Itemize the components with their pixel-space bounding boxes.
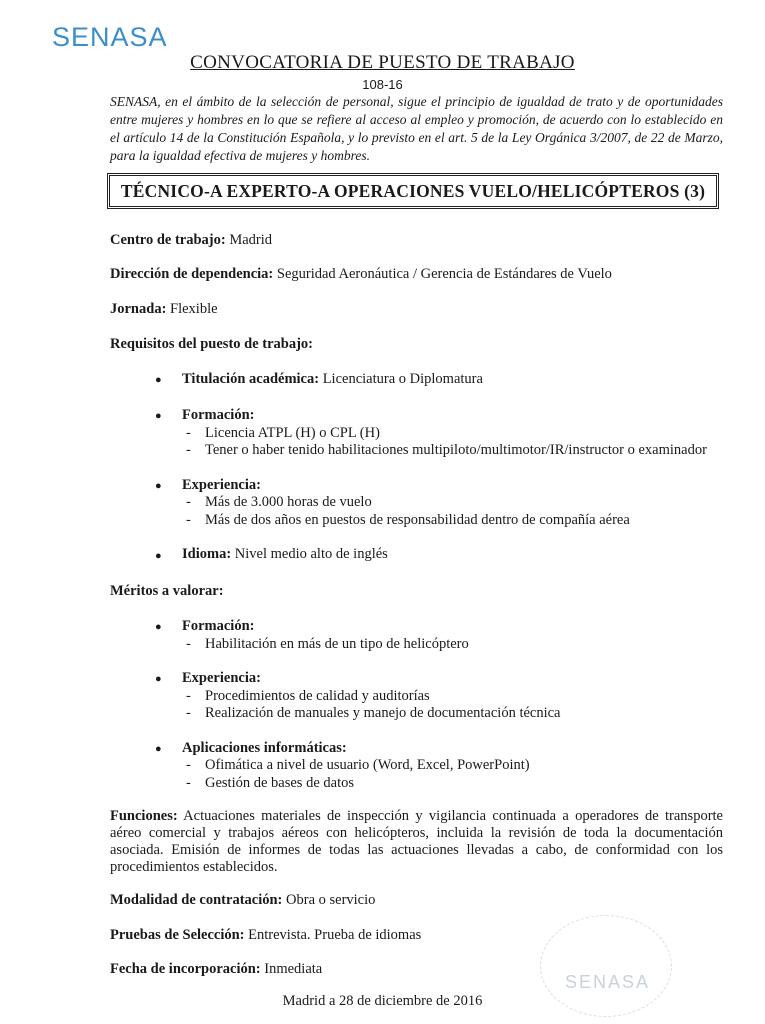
- idioma-value: Nivel medio alto de inglés: [231, 546, 388, 562]
- date-footer: Madrid a 28 de diciembre de 2016: [282, 993, 483, 1009]
- fecha-label: Fecha de incorporación:: [110, 961, 261, 977]
- pruebas-value: Entrevista. Prueba de idiomas: [244, 927, 422, 943]
- dash-icon: -: [186, 442, 191, 458]
- titulacion-label: Titulación académica:: [182, 371, 320, 387]
- dash-icon: -: [186, 705, 191, 721]
- modalidad-value: Obra o servicio: [282, 892, 376, 908]
- fecha-value: Inmediata: [260, 961, 323, 977]
- dash-icon: -: [186, 636, 191, 652]
- formacion-merito-label: Formación:: [182, 618, 255, 634]
- fecha-line: [110, 961, 322, 978]
- list-item: Habilitación en más de un tipo de helicóptero: [205, 636, 469, 652]
- dash-icon: -: [186, 688, 191, 704]
- aplicaciones-label: Aplicaciones informáticas:: [182, 740, 347, 756]
- pruebas-line: [110, 927, 421, 944]
- bullet-icon: ●: [155, 480, 162, 492]
- modalidad-label: Modalidad de contratación:: [110, 892, 283, 908]
- dash-icon: -: [186, 775, 191, 791]
- stamp-text: SENASA: [565, 972, 651, 992]
- reference-number: 108-16: [362, 77, 403, 92]
- jornada-line: [110, 301, 218, 318]
- intro-paragraph: SENASA, en el ámbito de la selección de personal, sigue el principio de igualdad de trato y de oportunidades entre mujeres y hombres en lo que se refiere al acceso al empleo y promoción, de acuerdo con lo establecido en el artículo 14 de la Constitución Española, y lo previsto en el art. 5 de la Ley Orgánica 3/2007, de 22 de Marzo, para la igualdad efectiva de mujeres y hombres.: [110, 94, 723, 163]
- dash-icon: -: [186, 512, 191, 528]
- dash-icon: -: [186, 757, 191, 773]
- titulacion-value: Licenciatura o Diplomatura: [319, 371, 483, 387]
- direccion-value: Seguridad Aeronáutica / Gerencia de Estándares de Vuelo: [273, 266, 612, 282]
- jornada-label: Jornada:: [110, 301, 167, 317]
- experiencia-req-label: Experiencia:: [182, 477, 261, 493]
- idioma-line: [182, 546, 388, 563]
- centro-label: Centro de trabajo:: [110, 232, 226, 248]
- funciones-label: Funciones:: [110, 808, 178, 824]
- list-item: Gestión de bases de datos: [205, 775, 354, 791]
- experiencia-merito-label: Experiencia:: [182, 670, 261, 686]
- list-item: Realización de manuales y manejo de documentación técnica: [205, 705, 561, 721]
- jornada-value: Flexible: [166, 301, 218, 317]
- bullet-icon: ●: [155, 374, 162, 386]
- titulacion-line: [182, 371, 483, 388]
- bullet-icon: ●: [155, 621, 162, 633]
- bullet-icon: ●: [155, 410, 162, 422]
- bullet-icon: ●: [155, 550, 162, 562]
- direccion-label: Dirección de dependencia:: [110, 266, 274, 282]
- list-item: Tener o haber tenido habilitaciones multipiloto/multimotor/IR/instructor o examinador: [205, 442, 707, 458]
- senasa-logo: SENASA: [52, 22, 168, 52]
- idioma-label: Idioma:: [182, 546, 232, 562]
- direccion-line: [110, 266, 612, 283]
- list-item: Más de 3.000 horas de vuelo: [205, 494, 372, 510]
- list-item: Licencia ATPL (H) o CPL (H): [205, 425, 380, 441]
- list-item: Ofimática a nivel de usuario (Word, Excel, PowerPoint): [205, 757, 530, 773]
- pruebas-label: Pruebas de Selección:: [110, 927, 245, 943]
- job-title-box: [107, 173, 719, 209]
- list-item: Más de dos años en puestos de responsabilidad dentro de compañía aérea: [205, 512, 630, 528]
- formacion-req-label: Formación:: [182, 407, 255, 423]
- modalidad-line: [110, 892, 375, 909]
- list-item: Procedimientos de calidad y auditorías: [205, 688, 430, 704]
- job-title: TÉCNICO-A EXPERTO-A OPERACIONES VUELO/HELICÓPTEROS (3): [120, 180, 706, 201]
- requisitos-heading: Requisitos del puesto de trabajo:: [110, 336, 314, 352]
- bullet-icon: ●: [155, 673, 162, 685]
- page-title: CONVOCATORIA DE PUESTO DE TRABAJO: [190, 52, 575, 73]
- meritos-heading: Méritos a valorar:: [110, 583, 224, 599]
- centro-line: [110, 232, 272, 249]
- funciones-paragraph: [110, 808, 723, 876]
- funciones-text: Actuaciones materiales de inspección y vigilancia continuada a operadores de transporte aéreo comercial y trabajos aéreos con helicópteros, incluida la revisión de toda la documentación asociada. Emisión de informes de todas las actuaciones llevadas a cabo, de conformidad con los procedimientos establecidos.: [110, 808, 723, 875]
- bullet-icon: ●: [155, 743, 162, 755]
- dash-icon: -: [186, 425, 191, 441]
- dash-icon: -: [186, 494, 191, 510]
- centro-value: Madrid: [225, 232, 273, 248]
